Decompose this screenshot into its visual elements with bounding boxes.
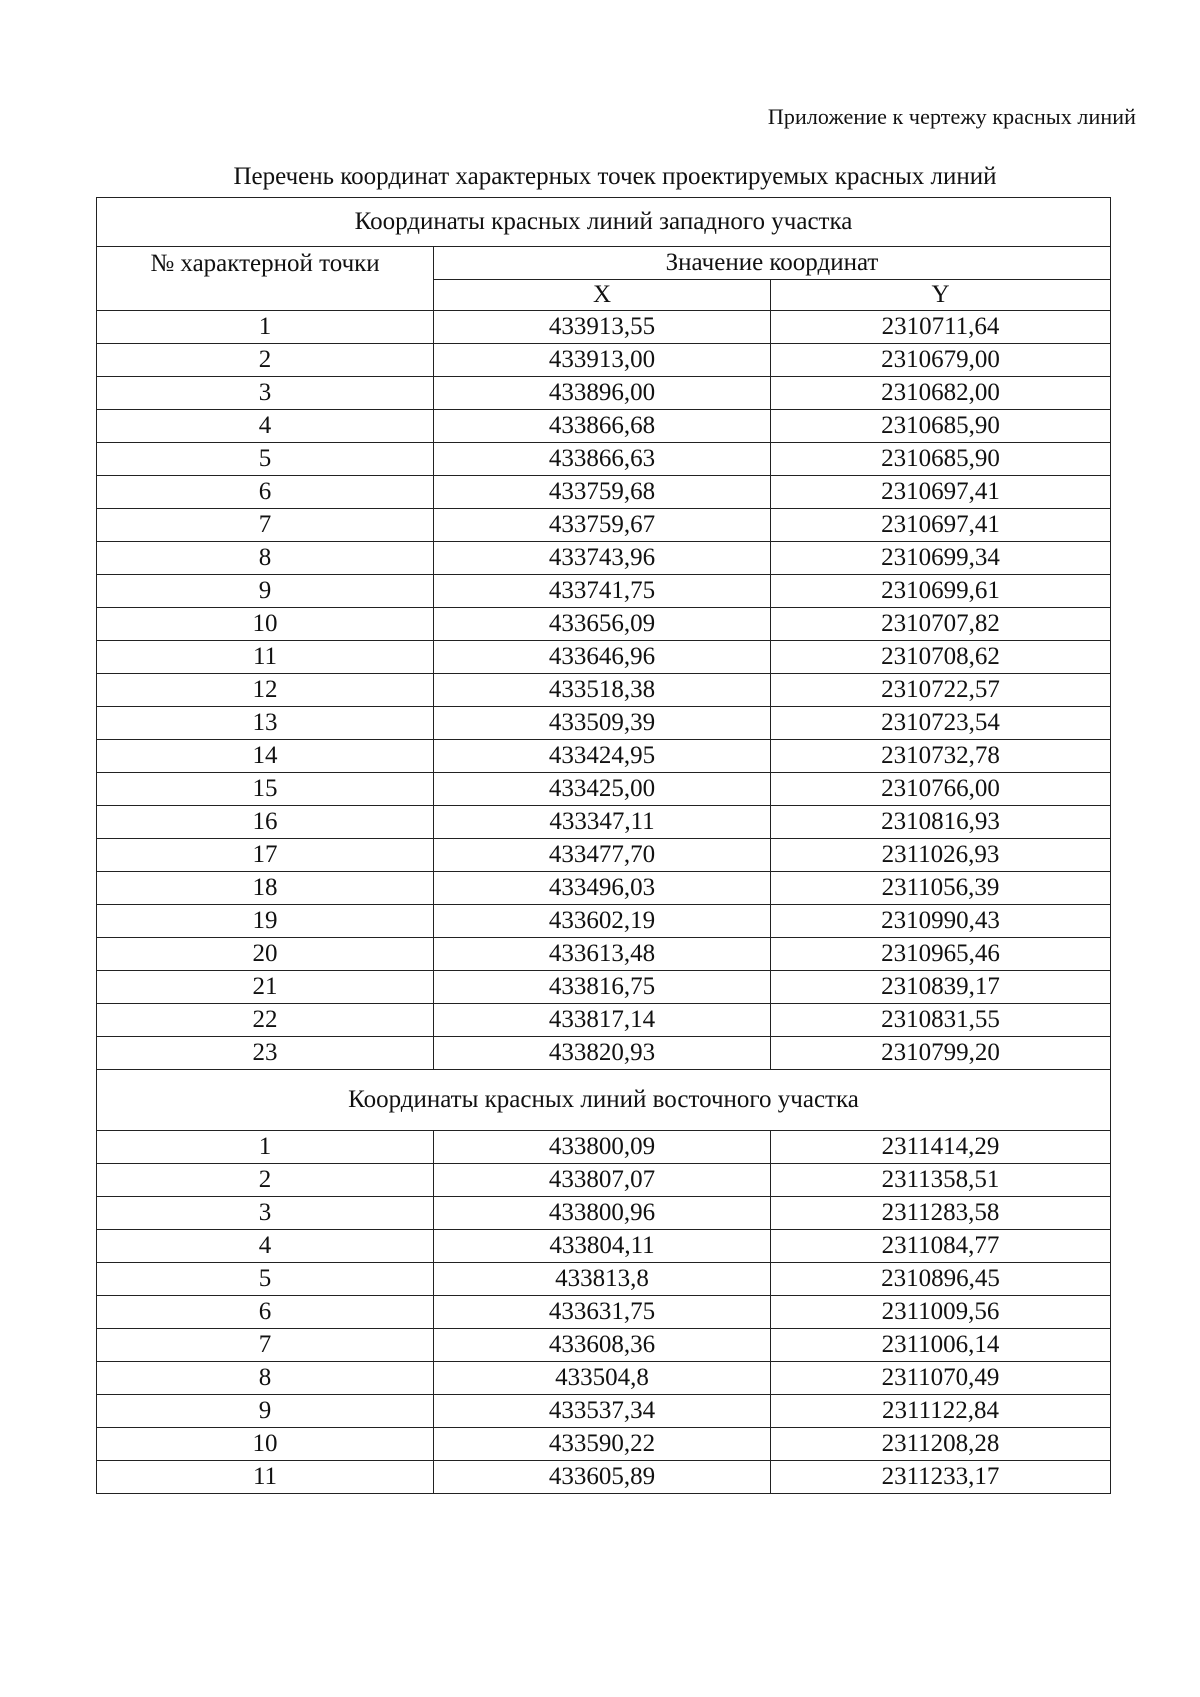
column-header-y: Y (771, 280, 1111, 311)
x-coordinate-cell: 433807,07 (434, 1164, 771, 1197)
table-row (97, 1296, 1111, 1329)
x-coordinate-cell: 433866,63 (434, 443, 771, 476)
column-header-point: № характерной точки (97, 247, 434, 311)
point-number-cell: 9 (97, 575, 434, 608)
x-coordinate-cell: 433896,00 (434, 377, 771, 410)
point-number-cell: 12 (97, 674, 434, 707)
point-number-cell: 23 (97, 1037, 434, 1070)
table-row (97, 773, 1111, 806)
table-row (97, 1395, 1111, 1428)
x-coordinate-cell: 433820,93 (434, 1037, 771, 1070)
document-title: Перечень координат характерных точек проектируемых красных линий (233, 163, 997, 190)
y-coordinate-cell: 2310816,93 (771, 806, 1111, 839)
point-number-cell: 3 (97, 377, 434, 410)
y-coordinate-cell: 2311414,29 (771, 1131, 1111, 1164)
x-coordinate-cell: 433804,11 (434, 1230, 771, 1263)
section-title-east: Координаты красных линий восточного участка (97, 1070, 1111, 1131)
point-number-cell: 2 (97, 344, 434, 377)
x-coordinate-cell: 433537,34 (434, 1395, 771, 1428)
x-coordinate-cell: 433613,48 (434, 938, 771, 971)
table-row (97, 311, 1111, 344)
y-coordinate-cell: 2310682,00 (771, 377, 1111, 410)
y-coordinate-cell: 2310685,90 (771, 443, 1111, 476)
point-number-cell: 7 (97, 509, 434, 542)
x-coordinate-cell: 433800,96 (434, 1197, 771, 1230)
y-coordinate-cell: 2311009,56 (771, 1296, 1111, 1329)
table-row (97, 1230, 1111, 1263)
x-coordinate-cell: 433425,00 (434, 773, 771, 806)
y-coordinate-cell: 2311233,17 (771, 1461, 1111, 1494)
table-row (97, 1428, 1111, 1461)
y-coordinate-cell: 2310831,55 (771, 1004, 1111, 1037)
x-coordinate-cell: 433477,70 (434, 839, 771, 872)
y-coordinate-cell: 2310679,00 (771, 344, 1111, 377)
table-row (97, 938, 1111, 971)
y-coordinate-cell: 2310699,61 (771, 575, 1111, 608)
point-number-cell: 17 (97, 839, 434, 872)
point-number-cell: 5 (97, 1263, 434, 1296)
point-number-cell: 18 (97, 872, 434, 905)
point-number-cell: 16 (97, 806, 434, 839)
x-coordinate-cell: 433631,75 (434, 1296, 771, 1329)
table-row (97, 1037, 1111, 1070)
x-coordinate-cell: 433504,8 (434, 1362, 771, 1395)
x-coordinate-cell: 433608,36 (434, 1329, 771, 1362)
appendix-note: Приложение к чертежу красных линий (767, 104, 1136, 129)
point-number-cell: 20 (97, 938, 434, 971)
table-row (97, 1461, 1111, 1494)
point-number-cell: 11 (97, 1461, 434, 1494)
table-row (97, 707, 1111, 740)
table-row (97, 1131, 1111, 1164)
y-coordinate-cell: 2310965,46 (771, 938, 1111, 971)
table-row (97, 1329, 1111, 1362)
table-row (97, 1263, 1111, 1296)
y-coordinate-cell: 2311208,28 (771, 1428, 1111, 1461)
point-number-cell: 6 (97, 1296, 434, 1329)
section-header-row (97, 198, 1111, 247)
column-header-x: X (434, 280, 771, 311)
y-coordinate-cell: 2311056,39 (771, 872, 1111, 905)
table-row (97, 1362, 1111, 1395)
point-number-cell: 3 (97, 1197, 434, 1230)
point-number-cell: 13 (97, 707, 434, 740)
y-coordinate-cell: 2310697,41 (771, 476, 1111, 509)
y-coordinate-cell: 2311070,49 (771, 1362, 1111, 1395)
table-row (97, 740, 1111, 773)
table-row (97, 344, 1111, 377)
point-number-cell: 8 (97, 1362, 434, 1395)
point-number-cell: 6 (97, 476, 434, 509)
y-coordinate-cell: 2310699,34 (771, 542, 1111, 575)
x-coordinate-cell: 433816,75 (434, 971, 771, 1004)
y-coordinate-cell: 2311084,77 (771, 1230, 1111, 1263)
table-row (97, 377, 1111, 410)
table-row (97, 443, 1111, 476)
table-row (97, 806, 1111, 839)
column-header-values: Значение координат (434, 247, 1111, 280)
x-coordinate-cell: 433913,00 (434, 344, 771, 377)
y-coordinate-cell: 2310766,00 (771, 773, 1111, 806)
y-coordinate-cell: 2311006,14 (771, 1329, 1111, 1362)
y-coordinate-cell: 2310723,54 (771, 707, 1111, 740)
y-coordinate-cell: 2310722,57 (771, 674, 1111, 707)
x-coordinate-cell: 433759,67 (434, 509, 771, 542)
table-row (97, 1004, 1111, 1037)
y-coordinate-cell: 2310711,64 (771, 311, 1111, 344)
table-row (97, 1197, 1111, 1230)
point-number-cell: 5 (97, 443, 434, 476)
point-number-cell: 1 (97, 1131, 434, 1164)
y-coordinate-cell: 2311026,93 (771, 839, 1111, 872)
point-number-cell: 14 (97, 740, 434, 773)
x-coordinate-cell: 433518,38 (434, 674, 771, 707)
table-row (97, 1164, 1111, 1197)
table-row (97, 575, 1111, 608)
section-title-west: Координаты красных линий западного участка (97, 198, 1111, 247)
y-coordinate-cell: 2310896,45 (771, 1263, 1111, 1296)
coordinates-table (96, 197, 1111, 1494)
x-coordinate-cell: 433347,11 (434, 806, 771, 839)
x-coordinate-cell: 433656,09 (434, 608, 771, 641)
point-number-cell: 10 (97, 608, 434, 641)
table-row (97, 608, 1111, 641)
y-coordinate-cell: 2311358,51 (771, 1164, 1111, 1197)
x-coordinate-cell: 433813,8 (434, 1263, 771, 1296)
point-number-cell: 8 (97, 542, 434, 575)
point-number-cell: 11 (97, 641, 434, 674)
x-coordinate-cell: 433913,55 (434, 311, 771, 344)
point-number-cell: 4 (97, 410, 434, 443)
point-number-cell: 15 (97, 773, 434, 806)
x-coordinate-cell: 433817,14 (434, 1004, 771, 1037)
x-coordinate-cell: 433741,75 (434, 575, 771, 608)
table-row (97, 542, 1111, 575)
section-header-row (97, 1070, 1111, 1131)
y-coordinate-cell: 2310990,43 (771, 905, 1111, 938)
x-coordinate-cell: 433866,68 (434, 410, 771, 443)
x-coordinate-cell: 433646,96 (434, 641, 771, 674)
x-coordinate-cell: 433602,19 (434, 905, 771, 938)
table-row (97, 476, 1111, 509)
point-number-cell: 9 (97, 1395, 434, 1428)
table-row (97, 905, 1111, 938)
y-coordinate-cell: 2310708,62 (771, 641, 1111, 674)
point-number-cell: 21 (97, 971, 434, 1004)
coordinates-table-body (97, 198, 1111, 1494)
table-row (97, 641, 1111, 674)
y-coordinate-cell: 2310839,17 (771, 971, 1111, 1004)
point-number-cell: 4 (97, 1230, 434, 1263)
table-row (97, 674, 1111, 707)
table-row (97, 509, 1111, 542)
x-coordinate-cell: 433743,96 (434, 542, 771, 575)
x-coordinate-cell: 433800,09 (434, 1131, 771, 1164)
table-row (97, 872, 1111, 905)
x-coordinate-cell: 433424,95 (434, 740, 771, 773)
column-header-row (97, 247, 1111, 280)
y-coordinate-cell: 2310799,20 (771, 1037, 1111, 1070)
y-coordinate-cell: 2311283,58 (771, 1197, 1111, 1230)
point-number-cell: 7 (97, 1329, 434, 1362)
point-number-cell: 19 (97, 905, 434, 938)
point-number-cell: 10 (97, 1428, 434, 1461)
point-number-cell: 22 (97, 1004, 434, 1037)
x-coordinate-cell: 433496,03 (434, 872, 771, 905)
x-coordinate-cell: 433605,89 (434, 1461, 771, 1494)
point-number-cell: 1 (97, 311, 434, 344)
y-coordinate-cell: 2310697,41 (771, 509, 1111, 542)
x-coordinate-cell: 433509,39 (434, 707, 771, 740)
point-number-cell: 2 (97, 1164, 434, 1197)
y-coordinate-cell: 2310685,90 (771, 410, 1111, 443)
x-coordinate-cell: 433590,22 (434, 1428, 771, 1461)
y-coordinate-cell: 2310707,82 (771, 608, 1111, 641)
x-coordinate-cell: 433759,68 (434, 476, 771, 509)
y-coordinate-cell: 2311122,84 (771, 1395, 1111, 1428)
table-row (97, 410, 1111, 443)
y-coordinate-cell: 2310732,78 (771, 740, 1111, 773)
table-row (97, 971, 1111, 1004)
table-row (97, 839, 1111, 872)
